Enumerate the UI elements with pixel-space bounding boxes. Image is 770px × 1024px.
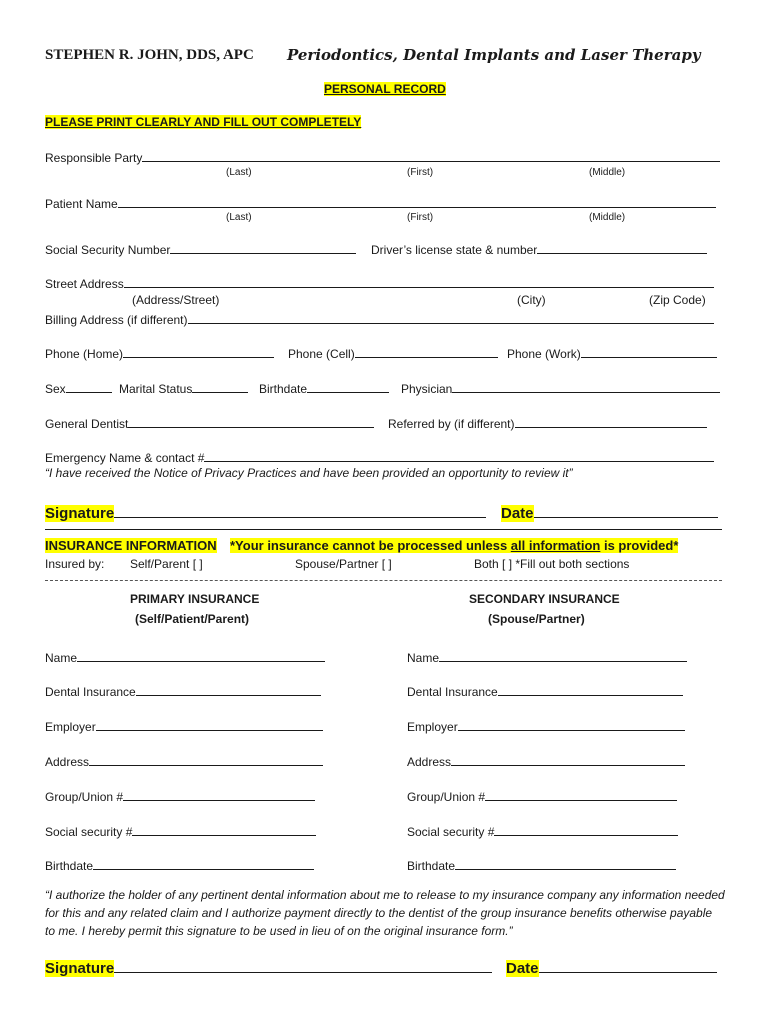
sub-middle: (Middle) [589, 212, 626, 223]
general-dentist-row [45, 415, 374, 431]
primary-insurance-sub: (Self/Patient/Parent) [135, 612, 250, 626]
birthdate-field[interactable] [307, 380, 389, 393]
secondary-employer-row [407, 718, 685, 734]
primary-address-field[interactable] [89, 753, 323, 766]
authorization-text: “I authorize the holder of any pertinent dental information about me to release to my insurance company any information needed for this and any related claim and I authorize payment directly to the dentist of the group insurance benefits otherwise payable to me. I hereby permit this signature to be used in lieu of on the original insurance form.” [45, 888, 725, 938]
primary-employer-field[interactable] [96, 718, 323, 731]
sub-city: (City) [517, 293, 546, 307]
secondary-employer-field[interactable] [458, 718, 685, 731]
self-parent-checkbox[interactable]: Self/Parent [ ] [130, 557, 203, 571]
field-label: Employer [407, 720, 458, 734]
sex-field[interactable] [66, 380, 112, 393]
insurance-warning [230, 538, 678, 553]
signature-field[interactable] [114, 503, 486, 518]
marital-status-field[interactable] [192, 380, 248, 393]
drivers-license-field[interactable] [537, 241, 707, 254]
sub-first: (First) [407, 212, 434, 223]
phone-home-field[interactable] [123, 345, 274, 358]
signature-label: Signature [45, 505, 115, 522]
primary-name-row [45, 649, 325, 665]
marital-status-row [119, 380, 248, 396]
drivers-license-label: Driver’s license state & number [371, 243, 538, 257]
signature-label: Signature [45, 960, 115, 977]
street-address-field[interactable] [124, 275, 714, 288]
referred-by-field[interactable] [515, 415, 707, 428]
insured-by-label: Insured by: [45, 557, 105, 571]
referred-by-label: Referred by (if different) [388, 417, 515, 431]
marital-status-label: Marital Status [119, 382, 193, 396]
authorization-date-field[interactable] [539, 958, 717, 973]
phone-home-row [45, 345, 274, 361]
secondary-group-field[interactable] [485, 788, 677, 801]
secondary-address-row [407, 753, 685, 769]
date-field[interactable] [534, 503, 718, 518]
privacy-notice: “I have received the Notice of Privacy Practices and have been provided an opportunity to review it” [45, 466, 573, 480]
sub-middle: (Middle) [589, 167, 626, 178]
field-label: Social security # [45, 825, 133, 839]
primary-group-row [45, 788, 315, 804]
responsible-party-field[interactable] [142, 149, 720, 162]
phone-cell-label: Phone (Cell) [288, 347, 355, 361]
divider [45, 529, 722, 530]
secondary-name-row [407, 649, 687, 665]
patient-name-field[interactable] [118, 195, 716, 208]
secondary-name-field[interactable] [439, 649, 687, 662]
primary-employer-row [45, 718, 323, 734]
field-label: Dental Insurance [407, 685, 498, 699]
primary-address-row [45, 753, 323, 769]
billing-address-label: Billing Address (if different) [45, 313, 188, 327]
field-label: Birthdate [45, 859, 94, 873]
sub-zip: (Zip Code) [649, 293, 706, 307]
emergency-row [45, 449, 714, 465]
secondary-dental-insurance-row [407, 683, 683, 699]
signature-row [45, 503, 486, 522]
secondary-birthdate-row [407, 857, 676, 873]
primary-dental-insurance-field[interactable] [136, 683, 321, 696]
secondary-birthdate-field[interactable] [455, 857, 676, 870]
field-label: Name [407, 651, 440, 665]
date-label: Date [506, 960, 539, 977]
primary-name-field[interactable] [77, 649, 325, 662]
sex-label: Sex [45, 382, 66, 396]
authorization-signature-row [45, 958, 492, 977]
responsible-party-label: Responsible Party [45, 151, 143, 165]
date-row [501, 503, 718, 522]
sub-address-street: (Address/Street) [132, 293, 220, 307]
physician-label: Physician [401, 382, 453, 396]
spouse-partner-checkbox[interactable]: Spouse/Partner [ ] [295, 557, 392, 571]
field-label: Dental Insurance [45, 685, 136, 699]
billing-address-row [45, 311, 714, 327]
sex-row [45, 380, 112, 396]
phone-cell-row [288, 345, 498, 361]
secondary-address-field[interactable] [451, 753, 685, 766]
secondary-dental-insurance-field[interactable] [498, 683, 683, 696]
billing-address-field[interactable] [188, 311, 714, 324]
phone-work-label: Phone (Work) [507, 347, 581, 361]
ssn-label: Social Security Number [45, 243, 171, 257]
field-label: Social security # [407, 825, 495, 839]
instruction: PLEASE PRINT CLEARLY AND FILL OUT COMPLETELY [45, 115, 362, 129]
drivers-license-row [371, 241, 707, 257]
primary-dental-insurance-row [45, 683, 321, 699]
phone-work-field[interactable] [581, 345, 717, 358]
ssn-row [45, 241, 356, 257]
sub-last: (Last) [226, 212, 252, 223]
primary-group-field[interactable] [123, 788, 315, 801]
warning-post: is provided* [600, 538, 679, 553]
responsible-party-row [45, 149, 720, 165]
patient-name-label: Patient Name [45, 197, 118, 211]
field-label: Address [45, 755, 90, 769]
date-label: Date [501, 505, 534, 522]
field-label: Group/Union # [45, 790, 124, 804]
primary-birthdate-row [45, 857, 314, 873]
insurance-heading: INSURANCE INFORMATION [45, 538, 217, 553]
sub-last: (Last) [226, 167, 252, 178]
primary-ssn-field[interactable] [132, 823, 316, 836]
phone-cell-field[interactable] [355, 345, 498, 358]
street-address-label: Street Address [45, 277, 124, 291]
secondary-group-row [407, 788, 677, 804]
ssn-field[interactable] [170, 241, 356, 254]
secondary-insurance-title: SECONDARY INSURANCE [469, 592, 620, 606]
both-checkbox[interactable]: Both [ ] *Fill out both sections [474, 557, 630, 571]
patient-name-row [45, 195, 716, 211]
secondary-insurance-sub: (Spouse/Partner) [488, 612, 585, 626]
field-label: Employer [45, 720, 96, 734]
sub-first: (First) [407, 167, 434, 178]
primary-birthdate-field[interactable] [93, 857, 314, 870]
form-title: PERSONAL RECORD [324, 82, 446, 96]
phone-work-row [507, 345, 717, 361]
physician-field[interactable] [452, 380, 720, 393]
primary-ssn-row [45, 823, 316, 839]
general-dentist-field[interactable] [128, 415, 374, 428]
dashed-divider [45, 580, 722, 581]
practice-specialty: Periodontics, Dental Implants and Laser Therapy [287, 46, 701, 64]
birthdate-row [259, 380, 389, 396]
physician-row [401, 380, 720, 396]
authorization-signature-field[interactable] [114, 958, 492, 973]
warning-underlined: all information [510, 538, 601, 553]
phone-home-label: Phone (Home) [45, 347, 124, 361]
street-address-row [45, 275, 714, 291]
birthdate-label: Birthdate [259, 382, 308, 396]
emergency-field[interactable] [204, 449, 714, 462]
referred-by-row [388, 415, 707, 431]
doctor-name: STEPHEN R. JOHN, DDS, APC [45, 47, 254, 63]
emergency-label: Emergency Name & contact # [45, 451, 205, 465]
secondary-ssn-row [407, 823, 678, 839]
warning-pre: *Your insurance cannot be processed unless [230, 538, 511, 553]
general-dentist-label: General Dentist [45, 417, 129, 431]
field-label: Birthdate [407, 859, 456, 873]
field-label: Address [407, 755, 452, 769]
authorization-date-row [506, 958, 717, 977]
field-label: Name [45, 651, 78, 665]
primary-insurance-title: PRIMARY INSURANCE [130, 592, 260, 606]
secondary-ssn-field[interactable] [494, 823, 678, 836]
field-label: Group/Union # [407, 790, 486, 804]
